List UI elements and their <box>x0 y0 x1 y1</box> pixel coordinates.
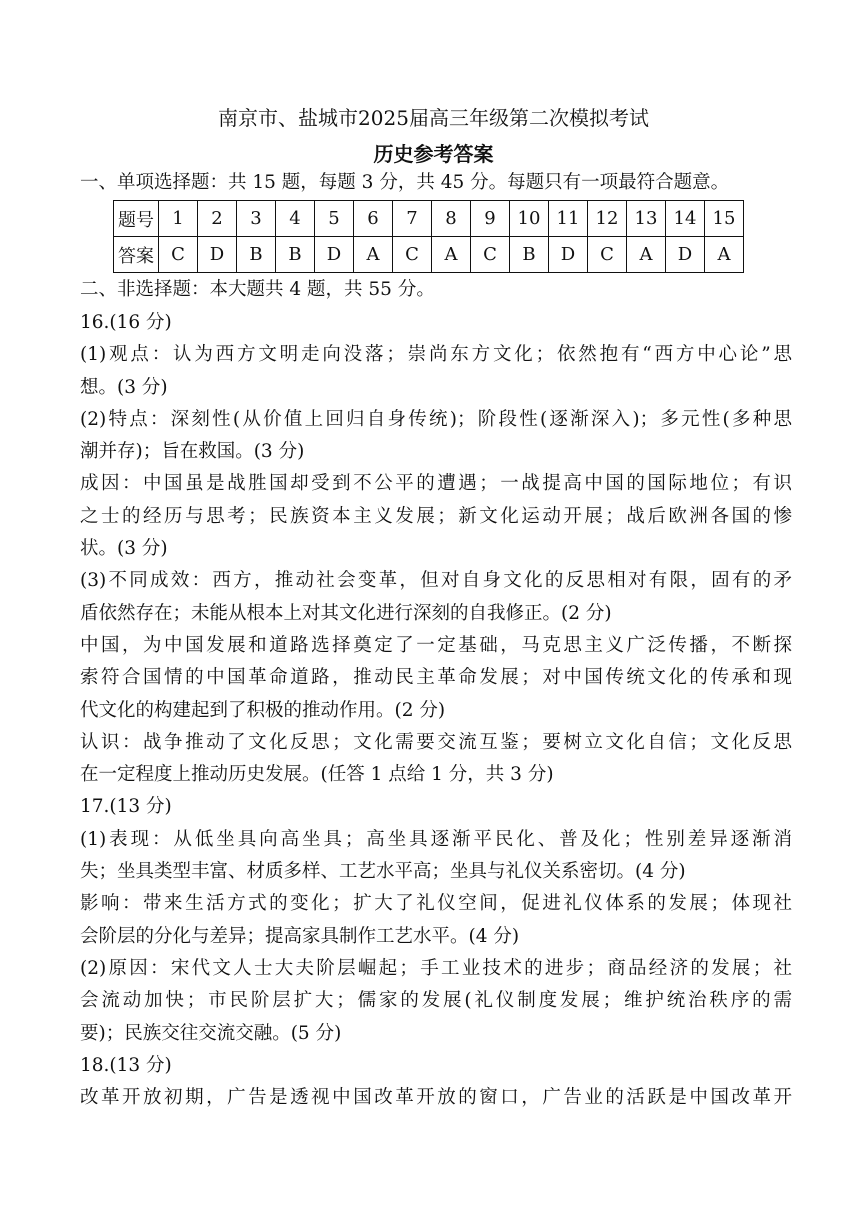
answer-cell: B <box>237 237 276 273</box>
text-line: (2)特点：深刻性(从价值上回归自身传统)；阶段性(逐渐深入)；多元性(多种思 <box>80 408 792 430</box>
answer-cell: C <box>588 237 627 273</box>
text-line: 之士的经历与思考；民族资本主义发展；新文化运动开展；战后欧洲各国的惨 <box>80 505 792 527</box>
answer-cell: D <box>666 237 705 273</box>
text-line: 在一定程度上推动历史发展。(任答 1 点给 1 分，共 3 分) <box>80 764 554 786</box>
text-line: 中国，为中国发展和道路选择奠定了一定基础，马克思主义广泛传播，不断探 <box>80 634 792 656</box>
question-number-cell: 3 <box>237 201 276 237</box>
text-line: (1)表现：从低坐具向高坐具；高坐具逐渐平民化、普及化；性别差异逐渐消 <box>80 828 792 850</box>
text-line: 代文化的构建起到了积极的推动作用。(2 分) <box>80 699 446 721</box>
answer-cell: D <box>198 237 237 273</box>
answer-cell: D <box>549 237 588 273</box>
text-line: 想。(3 分) <box>80 376 168 398</box>
table-row-label: 答案 <box>114 237 159 273</box>
question-number-cell: 11 <box>549 201 588 237</box>
answer-table <box>113 200 744 273</box>
text-line: 16.(16 分) <box>80 312 172 333</box>
question-number-cell: 1 <box>159 201 198 237</box>
question-number-cell: 10 <box>510 201 549 237</box>
answer-body-text <box>80 307 792 1114</box>
question-number-cell: 7 <box>393 201 432 237</box>
answer-cell: B <box>510 237 549 273</box>
answer-cell: B <box>276 237 315 273</box>
text-line: 18.(13 分) <box>80 1054 172 1076</box>
question-number-cell: 6 <box>354 201 393 237</box>
answer-cell: C <box>393 237 432 273</box>
table-row-label: 题号 <box>114 201 159 237</box>
question-number-cell: 8 <box>432 201 471 237</box>
question-number-cell: 4 <box>276 201 315 237</box>
question-number-cell: 5 <box>315 201 354 237</box>
section-one-heading: 一、单项选择题：共 15 题，每题 3 分，共 45 分。每题只有一项最符合题意。 <box>80 172 730 193</box>
question-number-cell: 14 <box>666 201 705 237</box>
section-two-heading: 二、非选择题：本大题共 4 题，共 55 分。 <box>80 279 435 300</box>
text-line: 会阶层的分化与差异；提高家具制作工艺水平。(4 分) <box>80 925 520 947</box>
answer-cell: A <box>705 237 744 273</box>
question-number-cell: 15 <box>705 201 744 237</box>
text-line: 状。(3 分) <box>80 538 168 560</box>
table-row-numbers <box>114 201 744 237</box>
text-line: 要)；民族交往交流交融。(5 分) <box>80 1022 342 1044</box>
answer-cell: A <box>432 237 471 273</box>
text-line: (2)原因：宋代文人士大夫阶层崛起；手工业技术的进步；商品经济的发展；社 <box>80 957 792 979</box>
question-number-cell: 12 <box>588 201 627 237</box>
text-line: 改革开放初期，广告是透视中国改革开放的窗口，广告业的活跃是中国改革开 <box>80 1087 792 1109</box>
question-number-cell: 13 <box>627 201 666 237</box>
answer-cell: C <box>159 237 198 273</box>
text-line: 17.(13 分) <box>80 796 172 818</box>
text-line: 潮并存)；旨在救国。(3 分) <box>80 441 305 463</box>
table-row-answers <box>114 237 744 273</box>
answer-cell: D <box>315 237 354 273</box>
text-line: 盾依然存在；未能从根本上对其文化进行深刻的自我修正。(2 分) <box>80 602 612 624</box>
question-number-cell: 9 <box>471 201 510 237</box>
text-line: 失；坐具类型丰富、材质多样、工艺水平高；坐具与礼仪关系密切。(4 分) <box>80 861 686 883</box>
text-line: 影响：带来生活方式的变化；扩大了礼仪空间，促进礼仪体系的发展；体现社 <box>80 893 792 915</box>
text-line: (3)不同成效：西方，推动社会变革，但对自身文化的反思相对有限，固有的矛 <box>80 570 792 592</box>
text-line: 索符合国情的中国革命道路，推动民主革命发展；对中国传统文化的传承和现 <box>80 667 792 689</box>
text-line: 成因：中国虽是战胜国却受到不公平的遭遇；一战提高中国的国际地位；有识 <box>80 473 792 495</box>
answer-cell: A <box>627 237 666 273</box>
text-line: (1)观点：认为西方文明走向没落；崇尚东方文化；依然抱有“西方中心论”思 <box>80 344 792 366</box>
question-number-cell: 2 <box>198 201 237 237</box>
text-line: 认识：战争推动了文化反思；文化需要交流互鉴；要树立文化自信；文化反思 <box>80 731 792 753</box>
page-subtitle: 历史参考答案 <box>373 142 494 166</box>
page-title: 南京市、盐城市2025届高三年级第二次模拟考试 <box>218 106 649 130</box>
text-line: 会流动加快；市民阶层扩大；儒家的发展(礼仪制度发展；维护统治秩序的需 <box>80 990 792 1012</box>
answer-cell: C <box>471 237 510 273</box>
answer-cell: A <box>354 237 393 273</box>
